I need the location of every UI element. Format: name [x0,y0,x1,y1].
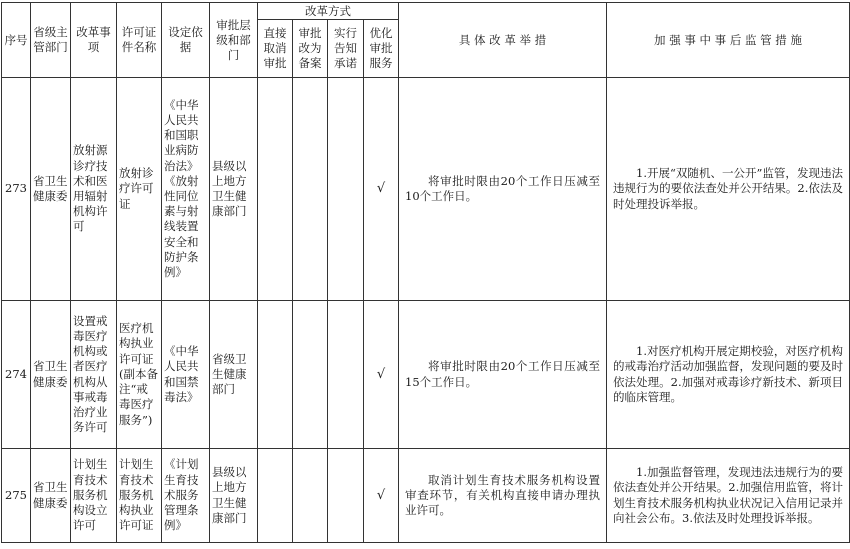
cell-basis: 《中华人民共和国禁毒法》 [162,301,210,449]
cell-dept: 省卫生健康委 [31,78,71,301]
cell-item: 设置戒毒医疗机构或者医疗机构从事戒毒治疗业务许可 [71,301,117,449]
header-basis: 设定依据 [162,3,210,78]
header-level: 审批层级和部门 [210,3,258,78]
cell-record [293,301,328,449]
cell-measures: 取消计划生育技术服务机构设置审查环节，有关机构直接申请办理执业许可。 [399,449,607,543]
cell-level: 县级以上地方卫生健康部门 [210,78,258,301]
cell-notify [328,449,364,543]
cell-supervision: 1.对医疗机构开展定期校验，对医疗机构的戒毒治疗活动加强监督，发现问题的要及时依法处理。2.加强对戒毒诊疗新技术、新项目的临床管理。 [607,301,850,449]
cell-dept: 省卫生健康委 [31,301,71,449]
table-row [2,78,850,301]
cell-supervision: 1.加强监督管理，发现违法违规行为的要依法查处并公开结果。2.加强信用监管，将计划生育技术服务机构执业状况记入信用记录并向社会公布。3.依法及时处理投诉举报。 [607,449,850,543]
cell-dept: 省卫生健康委 [31,449,71,543]
cell-permit: 放射诊疗许可证 [117,78,162,301]
header-measures: 具 体 改 革 举 措 [399,3,607,78]
cell-supervision: 1.开展“双随机、一公开”监管，发现违法违规行为的要依法查处并公开结果。2.依法及时处理投诉举报。 [607,78,850,301]
cell-permit: 医疗机构执业许可证(副本备注“戒毒医疗服务”) [117,301,162,449]
header-record: 审批改为备案 [293,20,328,78]
cell-notify [328,301,364,449]
cell-seq: 274 [2,301,31,449]
cell-cancel [258,78,293,301]
cell-record [293,449,328,543]
header-seq: 序号 [2,3,31,78]
table-row [2,449,850,543]
cell-optimize: √ [364,78,399,301]
cell-permit: 计划生育技术服务机构执业许可证 [117,449,162,543]
cell-record [293,78,328,301]
cell-cancel [258,301,293,449]
cell-seq: 275 [2,449,31,543]
header-supervision: 加 强 事 中 事 后 监 管 措 施 [607,3,850,78]
cell-cancel [258,449,293,543]
header-cancel: 直接取消审批 [258,20,293,78]
header-optimize: 优化审批服务 [364,20,399,78]
cell-measures: 将审批时限由20个工作日压减至10个工作日。 [399,78,607,301]
header-notify: 实行告知承诺 [328,20,364,78]
header-permit: 许可证件名称 [117,3,162,78]
cell-item: 计划生育技术服务机构设立许可 [71,449,117,543]
cell-item: 放射源诊疗技术和医用辐射机构许可 [71,78,117,301]
table-row [2,301,850,449]
cell-level: 县级以上地方卫生健康部门 [210,449,258,543]
header-item: 改革事项 [71,3,117,78]
cell-optimize: √ [364,301,399,449]
cell-seq: 273 [2,78,31,301]
cell-optimize: √ [364,449,399,543]
cell-basis: 《计划生育技术服务管理条例》 [162,449,210,543]
header-method-group: 改革方式 [258,3,399,20]
cell-basis: 《中华人民共和国职业病防治法》《放射性同位素与射线装置安全和防护条例》 [162,78,210,301]
cell-notify [328,78,364,301]
header-dept: 省级主管部门 [31,3,71,78]
cell-measures: 将审批时限由20个工作日压减至15个工作日。 [399,301,607,449]
reform-table [1,2,850,543]
cell-level: 省级卫生健康部门 [210,301,258,449]
